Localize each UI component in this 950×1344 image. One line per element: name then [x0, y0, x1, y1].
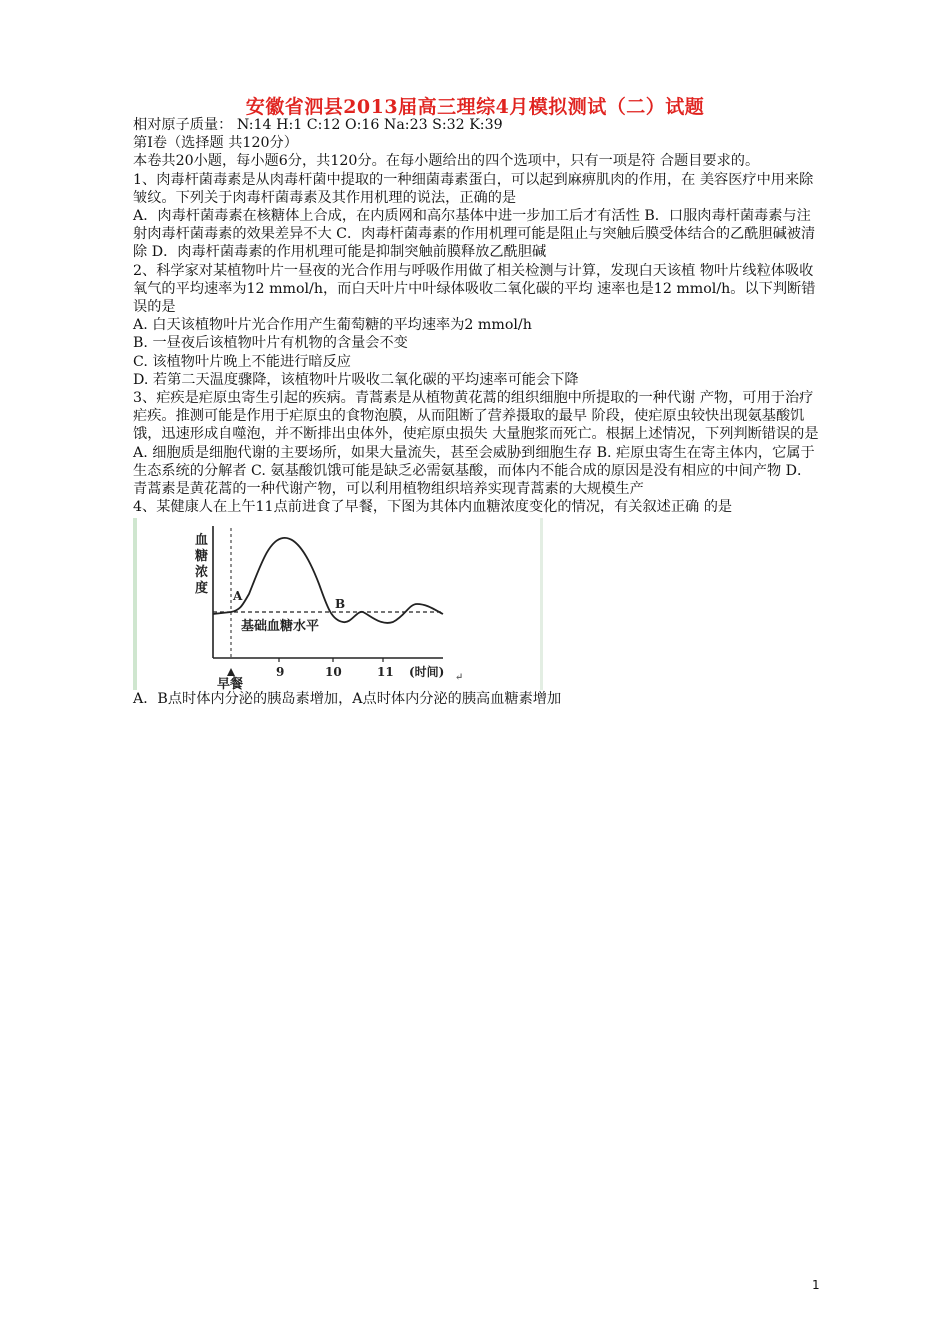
breakfast-arrow-icon	[227, 668, 235, 676]
question-2-option-a: A. 白天该植物叶片光合作用产生葡萄糖的平均速率为2 mmol/h	[133, 317, 532, 334]
section-header: 第Ⅰ卷（选择题 共120分）	[133, 135, 298, 152]
question-2-stem: 2、科学家对某植物叶片一昼夜的光合作用与呼吸作用做了相关检测与计算，发现白天该植 物叶片线粒体吸收氧气的平均速率为12 mmol/h，而白天叶片中叶绿体吸收二氧化碳的平均 速率也是12 mmol/h。以下判断错误的是	[133, 262, 816, 316]
y-label-char-2: 糖	[195, 549, 209, 565]
blood-glucose-graph	[137, 518, 542, 690]
page-title: 安徽省泗县2013届高三理综4月模拟测试（二）试题	[245, 96, 705, 118]
breakfast-label: 早餐	[217, 677, 244, 691]
instructions: 本卷共20小题，每小题6分，共120分。在每小题给出的四个选项中，只有一项是符 合题目要求的。	[133, 153, 760, 170]
baseline-label: 基础血糖水平	[241, 619, 320, 635]
question-1-options: A．肉毒杆菌毒素在核糖体上合成，在内质网和高尔基体中进一步加工后才有活性 B．口服肉毒杆菌毒素与注射肉毒杆菌毒素的效果差异不大 C．肉毒杆菌毒素的作用机理可能是阻止与突触后膜受体结合的乙酰胆碱被清除 D．肉毒杆菌毒素的作用机理可能是抑制突触前膜释放乙酰胆碱	[133, 208, 816, 261]
page-number: 1	[812, 1278, 820, 1292]
question-1-stem: 1、肉毒杆菌毒素是从肉毒杆菌中提取的一种细菌毒素蛋白，可以起到麻痹肌肉的作用，在 美容医疗中用来除皱纹。下列关于肉毒杆菌毒素及其作用机理的说法，正确的是	[133, 171, 814, 206]
point-a-label: A	[233, 589, 243, 604]
document-body	[133, 116, 823, 709]
x-tick-9: 9	[276, 665, 285, 680]
x-unit-label: (时间)	[409, 665, 445, 680]
x-tick-10: 10	[325, 665, 342, 680]
point-b-label: B	[335, 597, 346, 612]
question-3-stem: 3、疟疾是疟原虫寄生引起的疾病。青蒿素是从植物黄花蒿的组织细胞中所提取的一种代谢 产物，可用于治疗疟疾。推测可能是作用于疟原虫的食物泡膜，从而阻断了营养摄取的最早 阶段，使疟原虫较快出现氨基酸饥饿，迅速形成自噬泡，并不断排出虫体外，使疟原虫损失 大量胞浆而死亡。根据上述情况，下列判断错误的是	[133, 390, 819, 443]
x-tick-11: 11	[377, 665, 394, 680]
question-2-option-d: D. 若第二天温度骤降，该植物叶片吸收二氧化碳的平均速率可能会下降	[133, 371, 579, 388]
return-mark: ↵	[455, 672, 464, 684]
question-3-options: A. 细胞质是细胞代谢的主要场所，如果大量流失，甚至会威胁到细胞生存 B. 疟原虫寄生在寄主体内，它属于生态系统的分解者 C. 氨基酸饥饿可能是缺乏必需氨基酸，而体内不能合成的原因是没有相应的中间产物 D．青蒿素是黄花蒿的一种代谢产物，可以利用植物组织培养实现青蒿素的大规模生产	[133, 444, 815, 498]
blood-glucose-figure	[133, 518, 543, 690]
question-4-stem: 4、某健康人在上午11点前进食了早餐，下图为其体内血糖浓度变化的情况，有关叙述正确 的是	[133, 499, 733, 516]
question-2-option-c: C. 该植物叶片晚上不能进行暗反应	[133, 353, 351, 370]
question-2-option-b: B. 一昼夜后该植物叶片有机物的含量会不变	[133, 335, 408, 352]
glucose-curve	[213, 538, 443, 623]
y-label-char-3: 浓	[195, 565, 209, 581]
y-label-char-1: 血	[195, 533, 209, 549]
question-4-option-a: A．B点时体内分泌的胰岛素增加，A点时体内分泌的胰高血糖素增加	[133, 691, 562, 708]
y-label-char-4: 度	[195, 581, 209, 597]
atomic-masses: 相对原子质量： N:14 H:1 C:12 O:16 Na:23 S:32 K:39	[133, 117, 503, 133]
